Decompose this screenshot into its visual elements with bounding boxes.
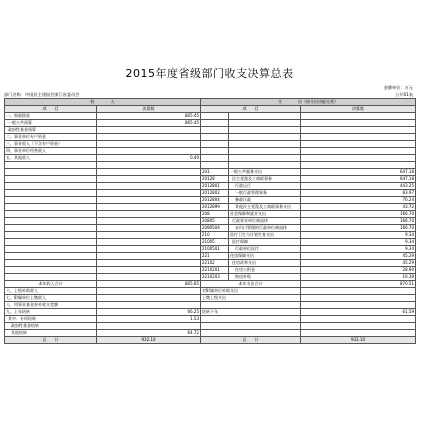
table-row xyxy=(5,210,416,217)
income-amount xyxy=(97,175,201,182)
income-amount xyxy=(97,273,201,280)
income-item xyxy=(5,175,97,182)
summary-expense-amount xyxy=(301,294,416,301)
function-code: 20128 xyxy=(201,175,229,182)
function-code: 208 xyxy=(201,210,229,217)
function-code: 21005 xyxy=(201,238,229,245)
expense-item xyxy=(229,134,301,141)
function-code: 2100501 xyxy=(201,245,229,252)
income-item xyxy=(5,231,97,238)
function-code: 2012804 xyxy=(201,196,229,203)
income-amount xyxy=(97,196,201,203)
income-item xyxy=(5,224,97,231)
expense-amount xyxy=(301,141,416,148)
section-header-row xyxy=(5,99,416,106)
income-item xyxy=(5,203,97,210)
table-row xyxy=(5,162,416,169)
table-row xyxy=(5,127,416,134)
income-amount xyxy=(97,168,201,175)
summary-income-item: 其中：专项结转 xyxy=(5,315,97,322)
summary-expense-amount: 61.59 xyxy=(301,308,416,315)
income-item xyxy=(5,196,97,203)
summary-row xyxy=(5,301,416,308)
summary-expense-amount: 870.51 xyxy=(301,280,416,287)
income-amount xyxy=(97,238,201,245)
income-amount-header: 决算数 xyxy=(97,106,201,113)
table-row xyxy=(5,120,416,127)
income-item xyxy=(5,217,97,224)
expense-item xyxy=(229,141,301,148)
expense-amount xyxy=(301,162,416,169)
income-item-header: 项 目 xyxy=(5,106,97,113)
summary-expense-item xyxy=(201,315,301,322)
expense-header: 支 出（按支出功能分类） xyxy=(201,99,416,106)
expense-amount: 9.34 xyxy=(301,238,416,245)
budget-table xyxy=(4,98,416,344)
summary-expense-item xyxy=(201,322,301,329)
income-item: 一般公共预算 xyxy=(5,120,97,127)
income-amount xyxy=(97,189,201,196)
summary-income-item: 七、附属单位上缴收入 xyxy=(5,294,97,301)
org-label: 部门名称：中国民主建国会浙江省委员会 xyxy=(4,92,80,97)
expense-amount xyxy=(301,120,416,127)
expense-item: 未归口管理的行政单位离退休 xyxy=(229,224,301,231)
expense-amount xyxy=(301,134,416,141)
income-amount xyxy=(97,245,201,252)
income-amount xyxy=(97,162,201,169)
expense-item: 参政议政 xyxy=(229,196,301,203)
summary-income-item: 本年收入合计 xyxy=(5,280,97,287)
column-header-row xyxy=(5,106,416,113)
expense-amount xyxy=(301,148,416,155)
income-amount xyxy=(97,141,201,148)
table-row xyxy=(5,231,416,238)
expense-item xyxy=(229,162,301,169)
function-code xyxy=(201,162,229,169)
table-row xyxy=(5,168,416,175)
income-amount xyxy=(97,231,201,238)
expense-item: 住房改革支出 xyxy=(229,259,301,266)
expense-item: 其他民主党派及工商联事务支出 xyxy=(229,203,301,210)
summary-income-item: 八、用事业基金弥补收支差额 xyxy=(5,301,97,308)
table-row xyxy=(5,252,416,259)
summary-income-item: 政府性基金结转 xyxy=(5,322,97,329)
income-amount: 865.45 xyxy=(97,120,201,127)
income-amount xyxy=(97,259,201,266)
expense-amount: 647.18 xyxy=(301,168,416,175)
table-row xyxy=(5,203,416,210)
expense-item: 一般公共服务支出 xyxy=(229,168,301,175)
summary-expense-item: 上缴上级支出 xyxy=(201,294,301,301)
expense-item: 医疗保障 xyxy=(229,238,301,245)
expense-item: 民主党派及工商联事务 xyxy=(229,175,301,182)
income-amount xyxy=(97,203,201,210)
summary-income-item: 六、上级补助收入 xyxy=(5,287,97,294)
summary-row xyxy=(5,280,416,287)
table-row xyxy=(5,273,416,280)
unit-label: 金额单位：万元 xyxy=(383,85,413,90)
income-amount xyxy=(97,182,201,189)
income-item xyxy=(5,210,97,217)
function-code: 22102 xyxy=(201,259,229,266)
table-row xyxy=(5,259,416,266)
table-row xyxy=(5,266,416,273)
summary-expense-amount xyxy=(301,315,416,322)
grand-total-expense-amount: 932.10 xyxy=(301,336,416,343)
report-sheet xyxy=(4,55,415,417)
table-row xyxy=(5,113,416,120)
income-amount xyxy=(97,224,201,231)
function-code xyxy=(201,141,229,148)
expense-item-header: 项 目 xyxy=(201,106,301,113)
income-item: 四、事业单位经营收入 xyxy=(5,148,97,155)
income-item xyxy=(5,266,97,273)
summary-income-amount: 1.53 xyxy=(97,315,201,322)
table-row xyxy=(5,238,416,245)
function-code: 20805 xyxy=(201,217,229,224)
summary-income-amount: 66.25 xyxy=(97,308,201,315)
income-item: 五、其他收入 xyxy=(5,155,97,162)
income-item xyxy=(5,168,97,175)
expense-item: 住房公积金 xyxy=(229,266,301,273)
expense-amount xyxy=(301,155,416,162)
report-title: 2015年度省级部门收支决算总表 xyxy=(125,67,294,80)
expense-item: 行政运行 xyxy=(229,182,301,189)
table-code: 公开01表 xyxy=(395,92,413,97)
summary-expense-amount xyxy=(301,301,416,308)
summary-income-item: 其他结转 xyxy=(5,329,97,336)
table-row xyxy=(5,155,416,162)
expense-amount: 76.24 xyxy=(301,196,416,203)
expense-item xyxy=(229,113,301,120)
summary-expense-item: 对附属单位补助支出 xyxy=(201,287,301,294)
expense-item: 社会保障和就业支出 xyxy=(229,210,301,217)
expense-amount: 83.97 xyxy=(301,189,416,196)
function-code xyxy=(201,134,229,141)
income-amount xyxy=(97,252,201,259)
income-amount xyxy=(97,210,201,217)
income-item xyxy=(5,189,97,196)
expense-amount xyxy=(301,113,416,120)
expense-amount: 28.90 xyxy=(301,266,416,273)
summary-income-amount xyxy=(97,287,201,294)
function-code: 2012802 xyxy=(201,189,229,196)
summary-expense-item: 本年支出合计 xyxy=(201,280,301,287)
table-row xyxy=(5,245,416,252)
function-code: 2012801 xyxy=(201,182,229,189)
summary-expense-item xyxy=(201,301,301,308)
expense-item xyxy=(229,120,301,127)
summary-income-amount: 64.72 xyxy=(97,329,201,336)
income-amount xyxy=(97,134,201,141)
summary-row xyxy=(5,294,416,301)
income-amount xyxy=(97,266,201,273)
expense-item xyxy=(229,155,301,162)
table-row xyxy=(5,148,416,155)
income-item xyxy=(5,238,97,245)
function-code: 201 xyxy=(201,168,229,175)
income-amount: 0.40 xyxy=(97,155,201,162)
income-item xyxy=(5,273,97,280)
summary-expense-item xyxy=(201,329,301,336)
income-amount: 865.45 xyxy=(97,113,201,120)
summary-expense-amount xyxy=(301,322,416,329)
expense-amount: 166.70 xyxy=(301,224,416,231)
function-code xyxy=(201,120,229,127)
expense-item: 行政事业单位离退休 xyxy=(229,217,301,224)
summary-expense-amount xyxy=(301,329,416,336)
table-row xyxy=(5,224,416,231)
table-row xyxy=(5,141,416,148)
grand-total-income-label: 总 计 xyxy=(5,336,97,343)
income-item xyxy=(5,182,97,189)
expense-item: 行政单位医疗 xyxy=(229,245,301,252)
table-row xyxy=(5,182,416,189)
income-item xyxy=(5,259,97,266)
function-code xyxy=(201,155,229,162)
expense-amount: 9.34 xyxy=(301,245,416,252)
income-item: 政府性基金预算 xyxy=(5,127,97,134)
income-item xyxy=(5,252,97,259)
summary-expense-amount xyxy=(301,287,416,294)
expense-amount: 166.70 xyxy=(301,217,416,224)
table-row xyxy=(5,217,416,224)
summary-row xyxy=(5,308,416,315)
summary-income-amount xyxy=(97,294,201,301)
expense-amount: 16.39 xyxy=(301,273,416,280)
expense-amount-header: 决算数 xyxy=(301,106,416,113)
expense-amount: 166.70 xyxy=(301,210,416,217)
expense-amount: 45.29 xyxy=(301,252,416,259)
summary-income-amount: 865.85 xyxy=(97,280,201,287)
summary-row xyxy=(5,322,416,329)
income-item: 一、财政拨款 xyxy=(5,113,97,120)
grand-total-row xyxy=(5,336,416,343)
expense-item xyxy=(229,148,301,155)
income-item xyxy=(5,162,97,169)
function-code: 210 xyxy=(201,231,229,238)
table-row xyxy=(5,189,416,196)
summary-income-amount xyxy=(97,301,201,308)
expense-item: 一般行政管理事务 xyxy=(229,189,301,196)
income-amount xyxy=(97,217,201,224)
summary-row xyxy=(5,329,416,336)
summary-expense-item: 结转下年 xyxy=(201,308,301,315)
function-code xyxy=(201,113,229,120)
summary-income-item: 九、上年结转 xyxy=(5,308,97,315)
summary-row xyxy=(5,315,416,322)
table-row xyxy=(5,175,416,182)
function-code: 2080504 xyxy=(201,224,229,231)
summary-row xyxy=(5,287,416,294)
expense-item xyxy=(229,127,301,134)
income-amount xyxy=(97,148,201,155)
summary-income-amount xyxy=(97,322,201,329)
function-code xyxy=(201,127,229,134)
expense-amount: 9.34 xyxy=(301,231,416,238)
function-code xyxy=(201,148,229,155)
function-code: 221 xyxy=(201,252,229,259)
expense-amount: 647.18 xyxy=(301,175,416,182)
income-item xyxy=(5,245,97,252)
function-code: 2210201 xyxy=(201,266,229,273)
table-row xyxy=(5,134,416,141)
expense-amount xyxy=(301,127,416,134)
expense-item: 住房保障支出 xyxy=(229,252,301,259)
expense-amount: 45.29 xyxy=(301,259,416,266)
expense-item: 购房补贴 xyxy=(229,273,301,280)
table-row xyxy=(5,196,416,203)
grand-total-expense-label: 总 计 xyxy=(201,336,301,343)
income-item: 三、事业收入（不含专户资金） xyxy=(5,141,97,148)
expense-item: 医疗卫生与计划生育支出 xyxy=(229,231,301,238)
function-code: 2012899 xyxy=(201,203,229,210)
grand-total-income-amount: 932.10 xyxy=(97,336,201,343)
income-item: 二、事业单位专户资金 xyxy=(5,134,97,141)
income-amount xyxy=(97,127,201,134)
function-code: 2210203 xyxy=(201,273,229,280)
income-header: 收 入 xyxy=(5,99,201,106)
expense-amount: 443.25 xyxy=(301,182,416,189)
expense-amount: 43.72 xyxy=(301,203,416,210)
